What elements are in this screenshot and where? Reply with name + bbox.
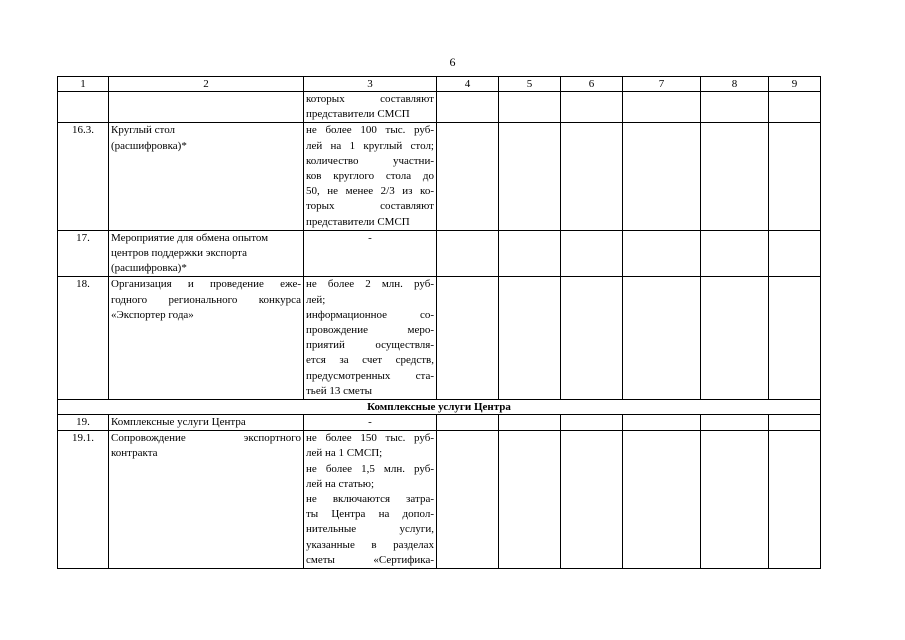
empty-value-cell <box>769 277 821 400</box>
table-row <box>58 431 821 569</box>
item-conditions-line: не более 100 тыс. руб- <box>306 124 434 137</box>
table-row <box>58 230 821 277</box>
empty-value-cell <box>499 277 561 400</box>
item-conditions-line: лей на статью; <box>306 477 375 490</box>
table-row <box>58 123 821 230</box>
empty-value-cell <box>437 431 499 569</box>
empty-value-cell <box>561 277 623 400</box>
empty-value-cell <box>561 431 623 569</box>
item-conditions-line: тьей 13 сметы <box>306 384 373 397</box>
item-conditions-line: ты Центра на допол- <box>306 508 434 521</box>
item-conditions-line: сметы «Сертифика- <box>306 553 434 566</box>
item-conditions-line: не включаются затра- <box>306 493 434 506</box>
empty-value-cell <box>499 415 561 431</box>
item-conditions-line: представители СМСП <box>306 215 410 228</box>
empty-value-cell <box>499 431 561 569</box>
table-header-row <box>58 77 821 92</box>
item-conditions-line: ков круглого стола до <box>306 170 434 183</box>
empty-value-cell <box>701 277 769 400</box>
item-conditions-line: не более 150 тыс. руб- <box>306 432 434 445</box>
empty-value-cell <box>623 123 701 230</box>
item-name-cell <box>109 92 304 123</box>
item-name-line: Организация и проведение еже- <box>111 278 301 291</box>
empty-value-cell <box>561 92 623 123</box>
table-row <box>58 277 821 400</box>
empty-value-cell <box>769 230 821 277</box>
header-cell: 5 <box>499 77 561 92</box>
item-conditions-line: предусмотренных ста- <box>306 369 434 382</box>
item-conditions-line: информационное со- <box>306 308 434 321</box>
header-cell: 2 <box>109 77 304 92</box>
item-conditions-line: представители СМСП <box>306 108 410 121</box>
item-name-line: Комплексные услуги Центра <box>111 416 246 429</box>
empty-value-cell <box>769 123 821 230</box>
item-name-cell <box>109 230 304 277</box>
empty-value-cell <box>623 92 701 123</box>
empty-value-cell <box>437 92 499 123</box>
item-conditions-line: приятий осуществля- <box>306 339 434 352</box>
item-name-line: (расшифровка)* <box>111 139 187 152</box>
section-title: Комплексные услуги Центра <box>58 400 821 415</box>
empty-value-cell <box>499 123 561 230</box>
item-conditions-line: не более 1,5 млн. руб- <box>306 462 434 475</box>
page-number: 6 <box>449 55 456 69</box>
item-number-cell: 17. <box>58 230 109 277</box>
empty-value-cell <box>701 230 769 277</box>
empty-value-cell <box>623 415 701 431</box>
item-name-cell <box>109 431 304 569</box>
header-cell: 4 <box>437 77 499 92</box>
section-header-row <box>58 400 821 415</box>
empty-value-cell <box>769 431 821 569</box>
header-cell: 6 <box>561 77 623 92</box>
item-conditions-line: ется за счет средств, <box>306 354 434 367</box>
empty-value-cell <box>769 415 821 431</box>
item-conditions-line: - <box>368 416 372 429</box>
item-number-cell: 19.1. <box>58 431 109 569</box>
empty-value-cell <box>701 431 769 569</box>
item-name-line: контракта <box>111 447 158 460</box>
empty-value-cell <box>561 415 623 431</box>
item-conditions-line: торых составляют <box>306 200 434 213</box>
item-conditions-cell <box>304 92 437 123</box>
item-conditions-cell <box>304 277 437 400</box>
item-name-line: годного регионального конкурса <box>111 293 301 306</box>
empty-value-cell <box>701 415 769 431</box>
item-conditions-line: лей; <box>306 293 326 306</box>
item-number-cell: 19. <box>58 415 109 431</box>
item-conditions-cell <box>304 230 437 277</box>
empty-value-cell <box>437 230 499 277</box>
header-cell: 8 <box>701 77 769 92</box>
item-conditions-line: не более 2 млн. руб- <box>306 278 434 291</box>
item-conditions-line: - <box>368 231 372 244</box>
empty-value-cell <box>499 230 561 277</box>
item-conditions-line: провождение меро- <box>306 324 434 337</box>
item-conditions-line: которых составляют <box>306 93 434 105</box>
table-row <box>58 92 821 123</box>
empty-value-cell <box>437 123 499 230</box>
empty-value-cell <box>769 92 821 123</box>
table-row <box>58 415 821 431</box>
empty-value-cell <box>561 123 623 230</box>
item-name-line: Круглый стол <box>111 124 176 137</box>
item-name-line: «Экспортер года» <box>111 308 194 321</box>
header-cell: 3 <box>304 77 437 92</box>
empty-value-cell <box>499 92 561 123</box>
header-cell: 9 <box>769 77 821 92</box>
empty-value-cell <box>437 415 499 431</box>
item-conditions-line: указанные в разделах <box>306 538 434 551</box>
item-conditions-line: количество участни- <box>306 154 434 167</box>
empty-value-cell <box>701 123 769 230</box>
item-conditions-cell <box>304 415 437 431</box>
empty-value-cell <box>701 92 769 123</box>
item-conditions-line: лей на 1 круглый стол; <box>306 139 434 152</box>
estimate-table <box>57 76 821 569</box>
item-conditions-cell <box>304 431 437 569</box>
item-number-cell: 18. <box>58 277 109 400</box>
item-name-line: (расшифровка)* <box>111 262 187 275</box>
item-name-line: Сопровождение экспортного <box>111 432 301 445</box>
item-name-line: Мероприятие для обмена опытом <box>111 231 269 244</box>
item-conditions-line: лей на 1 СМСП; <box>306 447 383 460</box>
item-name-cell <box>109 415 304 431</box>
item-number-cell <box>58 92 109 123</box>
header-cell: 1 <box>58 77 109 92</box>
empty-value-cell <box>623 431 701 569</box>
empty-value-cell <box>623 230 701 277</box>
header-cell: 7 <box>623 77 701 92</box>
item-name-cell <box>109 277 304 400</box>
empty-value-cell <box>561 230 623 277</box>
empty-value-cell <box>623 277 701 400</box>
item-name-cell <box>109 123 304 230</box>
item-name-line: центров поддержки экспорта <box>111 247 248 260</box>
item-conditions-line: 50, не менее 2/3 из ко- <box>306 185 434 198</box>
item-conditions-line: нительные услуги, <box>306 523 434 536</box>
empty-value-cell <box>437 277 499 400</box>
item-conditions-cell <box>304 123 437 230</box>
item-number-cell: 16.3. <box>58 123 109 230</box>
